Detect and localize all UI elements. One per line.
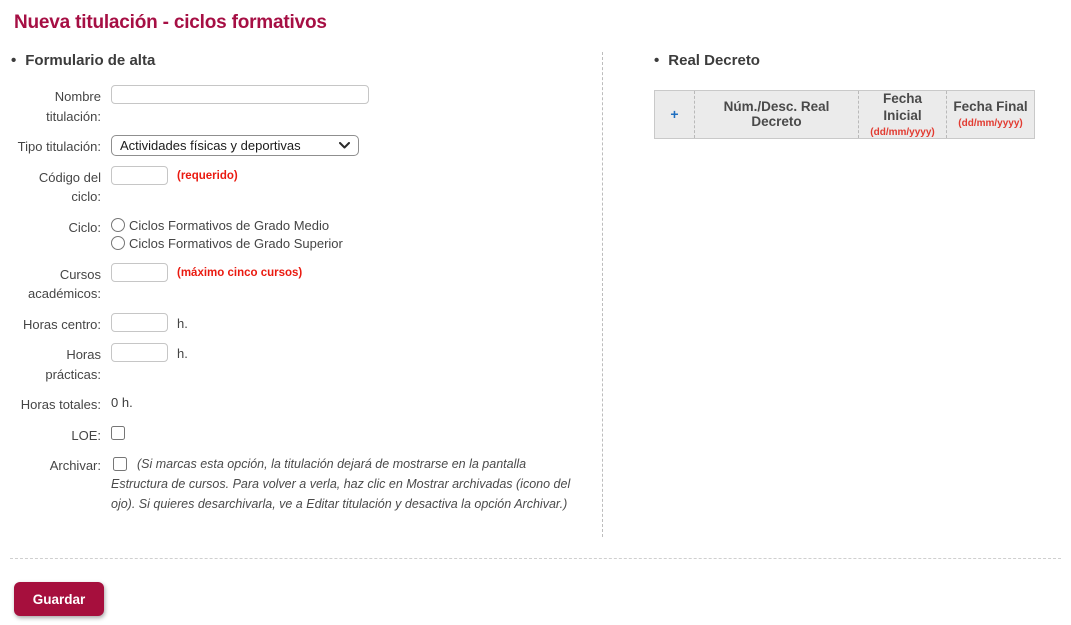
tipo-titulacion-label: Tipo titulación: <box>17 139 101 154</box>
loe-label: LOE: <box>71 427 101 443</box>
cursos-academicos-input[interactable] <box>111 263 168 282</box>
archivar-note-block <box>111 454 583 514</box>
form-section-heading: • Formulario de alta <box>11 52 602 69</box>
grado-medio-radio[interactable] <box>111 218 125 232</box>
fecha-inicial-format-hint: (dd/mm/yyyy) <box>870 126 935 138</box>
column-fecha-inicial <box>859 91 947 139</box>
form-row-horas-centro <box>11 313 602 335</box>
horas-totales-value: 0 h. <box>111 395 133 410</box>
horas-totales-label: Horas totales: <box>20 397 101 412</box>
form-row-nombre <box>11 85 602 126</box>
nombre-titulacion-label: Nombre titulación: <box>46 89 101 124</box>
codigo-ciclo-label: Código del ciclo: <box>38 169 101 204</box>
form-row-ciclo <box>11 216 602 254</box>
grado-superior-radio-label: Ciclos Formativos de Grado Superior <box>129 235 343 251</box>
horas-practicas-label: Horas prácticas: <box>45 347 101 382</box>
codigo-ciclo-input[interactable] <box>111 166 168 185</box>
archivar-label: Archivar: <box>49 458 101 473</box>
real-decreto-table <box>654 90 1035 139</box>
column-fecha-final <box>947 91 1035 139</box>
fecha-final-format-hint: (dd/mm/yyyy) <box>958 118 1023 130</box>
form-row-tipo <box>11 135 602 157</box>
ciclo-radio-group <box>111 216 343 254</box>
form-row-codigo <box>11 166 602 207</box>
alta-form <box>11 85 602 514</box>
add-real-decreto-button[interactable]: + <box>670 106 679 123</box>
grado-superior-radio[interactable] <box>111 236 125 250</box>
loe-checkbox[interactable] <box>111 426 125 440</box>
fecha-inicial-label: Fecha Inicial <box>882 91 923 123</box>
archivar-note-text: (Si marcas esta opción, la titulación dejará de mostrarse en la pantalla Estructura de cursos. Para volver a verla, haz clic en Mostrar archivadas (icono del ojo). Si quieres desarchivarla, ve a Editar titulación y desactiva la opción Archivar.) <box>111 457 571 511</box>
save-button[interactable]: Guardar <box>14 582 104 616</box>
page-title: Nueva titulación - ciclos formativos <box>14 12 327 33</box>
content-columns <box>0 52 1071 537</box>
grado-medio-radio-label: Ciclos Formativos de Grado Medio <box>129 217 330 233</box>
horas-practicas-input[interactable] <box>111 343 168 362</box>
form-row-archivar <box>11 454 602 514</box>
ciclo-option-grado-medio[interactable] <box>111 218 329 233</box>
form-row-horas-practicas <box>11 343 602 384</box>
horas-practicas-suffix: h. <box>177 346 188 361</box>
archivar-checkbox[interactable] <box>113 457 127 471</box>
tipo-titulacion-select[interactable] <box>111 135 359 156</box>
ciclo-option-grado-superior[interactable] <box>111 236 343 251</box>
form-row-cursos <box>11 263 602 304</box>
bottom-divider <box>10 558 1061 559</box>
codigo-required-hint: (requerido) <box>177 169 238 182</box>
nombre-titulacion-input[interactable] <box>111 85 369 104</box>
horas-centro-input[interactable] <box>111 313 168 332</box>
form-row-horas-totales <box>11 393 602 415</box>
form-column <box>11 52 603 537</box>
fecha-final-label: Fecha Final <box>953 99 1028 115</box>
chevron-down-icon <box>339 142 350 149</box>
ciclo-label: Ciclo: <box>68 219 101 235</box>
tipo-titulacion-selected-value: Actividades físicas y deportivas <box>120 138 301 153</box>
horas-centro-suffix: h. <box>177 315 188 331</box>
form-row-loe <box>11 424 602 446</box>
real-decreto-column <box>603 52 1071 537</box>
horas-centro-label: Horas centro: <box>22 316 101 332</box>
real-decreto-heading: • Real Decreto <box>654 52 1071 69</box>
real-decreto-header-row <box>655 91 1035 139</box>
cursos-max-hint: (máximo cinco cursos) <box>177 266 303 279</box>
column-num-desc-real-decreto: Núm./Desc. Real Decreto <box>695 91 859 139</box>
cursos-academicos-label: Cursos académicos: <box>28 266 101 301</box>
page <box>0 12 1071 616</box>
